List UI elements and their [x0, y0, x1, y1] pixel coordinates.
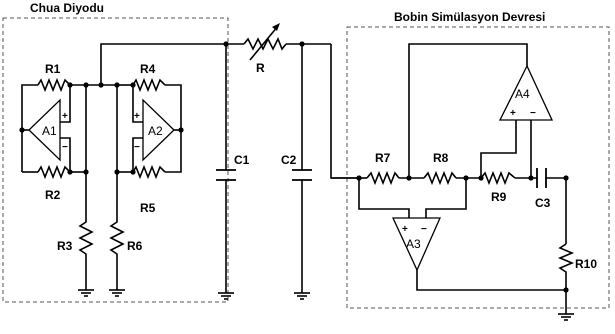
- opamp-a3-label: A3: [406, 237, 421, 251]
- resistor-r7-symbol: [367, 173, 399, 183]
- resistor-r9-symbol: [481, 173, 515, 183]
- opamp-a1-minus: −: [62, 142, 68, 153]
- opamp-a3-plus: +: [402, 224, 408, 235]
- label-r3: R3: [57, 239, 73, 253]
- opamp-a3-minus: −: [421, 224, 427, 235]
- opamp-a2-plus: +: [134, 111, 140, 122]
- chua-diode-box: [3, 18, 228, 302]
- capacitor-c2-symbol: [292, 170, 312, 180]
- resistor-r4-symbol: [133, 80, 165, 90]
- label-c1: C1: [234, 153, 250, 167]
- resistor-r5-symbol: [133, 167, 165, 177]
- label-r-variable: R: [256, 61, 265, 75]
- opamp-a1-label: A1: [42, 124, 57, 138]
- opamp-a2-minus: −: [134, 142, 140, 153]
- main-rail: [226, 44, 359, 293]
- resistor-r6-symbol: [111, 205, 123, 258]
- opamp-a2-label: A2: [148, 124, 163, 138]
- chua-wiring: [22, 44, 244, 290]
- label-r9: R9: [491, 190, 507, 204]
- label-r4: R4: [140, 62, 156, 76]
- label-r6: R6: [127, 239, 143, 253]
- label-c3: C3: [535, 196, 551, 210]
- resistor-r3-symbol: [80, 205, 92, 258]
- label-r8: R8: [433, 151, 449, 165]
- label-r2: R2: [45, 188, 61, 202]
- opamp-a2: [134, 100, 174, 160]
- capacitor-c3-symbol: [537, 168, 546, 188]
- ground-symbol-r6: [109, 290, 125, 296]
- label-r1: R1: [45, 62, 61, 76]
- opamp-a1: [29, 100, 68, 160]
- opamp-a3: [393, 218, 440, 270]
- label-r10: R10: [575, 257, 598, 271]
- opamp-a4-plus: +: [510, 108, 516, 119]
- opamp-a4-minus: −: [530, 108, 536, 119]
- resistor-r10-symbol: [560, 244, 572, 275]
- opamp-a1-plus: +: [62, 111, 68, 122]
- coil-simulation-box: [347, 27, 609, 308]
- label-c2: C2: [281, 153, 297, 167]
- resistor-r1-symbol: [38, 80, 70, 90]
- label-r7: R7: [375, 151, 391, 165]
- opamp-a4-label: A4: [515, 87, 530, 101]
- capacitor-c1-symbol: [216, 170, 236, 180]
- coil-simulation-title: Bobin Simülasyon Devresi: [394, 10, 546, 24]
- resistor-r2-symbol: [38, 167, 70, 177]
- chua-diode-title: Chua Diyodu: [30, 1, 104, 15]
- opamp-a4: [500, 66, 552, 120]
- ground-symbol-c1: [218, 293, 234, 299]
- ground-symbol-r3: [78, 290, 94, 296]
- label-r5: R5: [140, 201, 156, 215]
- resistor-r8-symbol: [424, 173, 456, 183]
- ground-symbol-r10: [558, 314, 574, 320]
- ground-symbol-c2: [294, 293, 310, 299]
- variable-resistor-symbol: [244, 23, 286, 60]
